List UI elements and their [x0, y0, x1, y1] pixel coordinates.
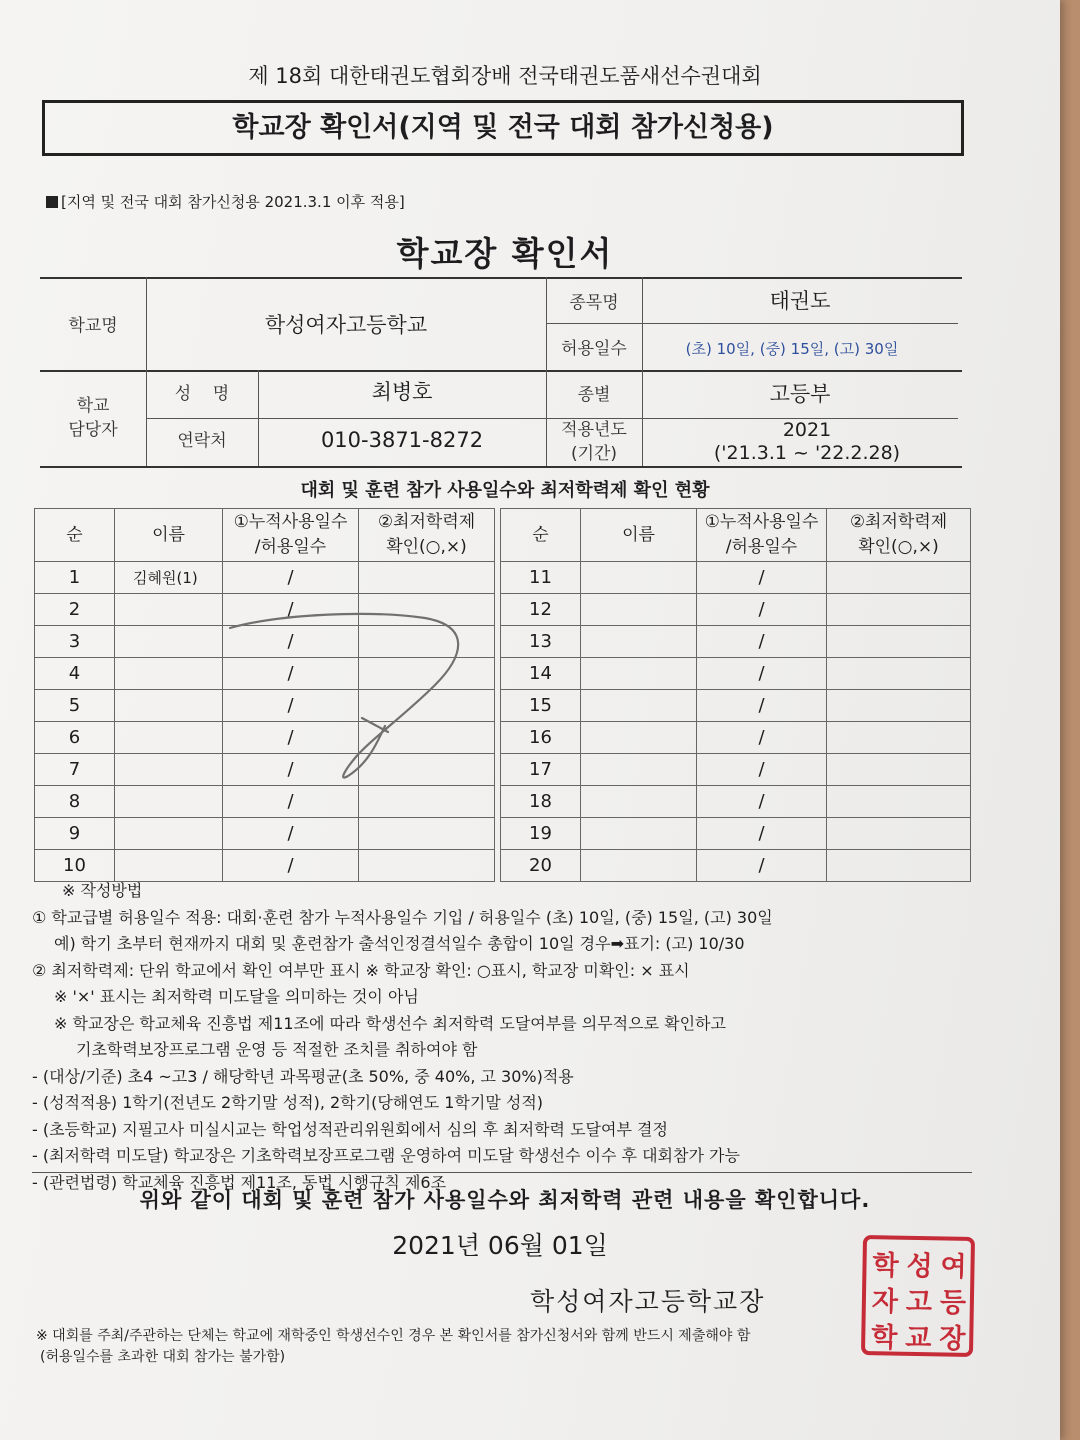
player-name — [581, 626, 697, 658]
col-no-header: 순 — [501, 509, 581, 562]
note-line: - (관련법령) 학교체육 진흥법 제11조, 동법 시행규칙 제6조 — [32, 1172, 447, 1192]
confirmation-statement: 위와 같이 대회 및 훈련 참가 사용일수와 최저학력 관련 내용을 확인합니다. — [139, 1188, 871, 1212]
row-number: 4 — [35, 658, 115, 690]
days-used: / — [223, 658, 359, 690]
year-value-year: 2021 — [782, 419, 832, 441]
table-row — [501, 786, 971, 818]
grade-check — [827, 594, 971, 626]
col-no-header: 순 — [35, 509, 115, 562]
official-seal: 학 성 여 자 고 등 학 교 장 — [861, 1235, 975, 1357]
days-used: / — [697, 690, 827, 722]
year-value — [642, 418, 972, 466]
competition-title: 제 18회 대한태권도협회장배 전국태권도품새선수권대회 — [248, 64, 762, 88]
note-line: ① 학교급별 허용일수 적용: 대회·훈련 참가 누적사용일수 기입 / 허용일수 (초) 10일, (중) 15일, (고) 30일 — [32, 907, 773, 927]
manager-label-line1: 학교 — [76, 396, 110, 416]
manager-label-line2: 담당자 — [68, 420, 118, 440]
player-name — [115, 786, 223, 818]
note-line: - (초등학교) 지필고사 미실시교는 학업성적관리위원회에서 심의 후 최저학력 도달여부 결정 — [32, 1119, 668, 1139]
player-name — [115, 626, 223, 658]
note-line: - (최저학력 미도달) 학교장은 기초학력보장프로그램 운영하여 미도달 학생선수 이수 후 대회참가 가능 — [32, 1146, 740, 1165]
roster-header-row — [501, 509, 971, 562]
player-name — [581, 594, 697, 626]
days-used: / — [697, 850, 827, 882]
year-label — [546, 418, 642, 466]
table-row — [35, 818, 495, 850]
table-row — [501, 626, 971, 658]
grade-check — [827, 690, 971, 722]
grade-check — [359, 850, 495, 882]
issue-date: 2021년 06월 01일 — [392, 1231, 608, 1260]
principal-name: 학성여자고등학교장 — [530, 1287, 766, 1316]
days-used: / — [697, 594, 827, 626]
table-row — [501, 562, 971, 594]
col-days-header-line2: /허용일수 — [725, 537, 798, 557]
player-name — [581, 562, 697, 594]
year-value-period: ('21.3.1 ~ '22.2.28) — [713, 442, 901, 464]
contact-value: 010-3871-8272 — [320, 428, 484, 452]
sport-value: 태권도 — [769, 289, 831, 313]
note-line: - (대상/기준) 초4 ~고3 / 해당학년 과목평균(초 50%, 중 40%, 고 30%)적용 — [32, 1066, 574, 1086]
col-days-header-line2: /허용일수 — [254, 537, 327, 557]
table-row — [501, 658, 971, 690]
player-name: 김혜원(1) — [115, 562, 223, 594]
player-name — [581, 690, 697, 722]
grade-check — [827, 722, 971, 754]
row-number: 11 — [501, 562, 581, 594]
row-number: 19 — [501, 818, 581, 850]
col-grade-header-line2: 확인(○,×) — [386, 537, 467, 557]
grade-check — [827, 818, 971, 850]
days-used: / — [223, 626, 359, 658]
row-number: 2 — [35, 594, 115, 626]
days-used: / — [697, 658, 827, 690]
grade-check — [359, 786, 495, 818]
days-used: / — [697, 562, 827, 594]
note-line: ※ '×' 표시는 최저학력 미도달을 의미하는 것이 아님 — [54, 987, 419, 1006]
row-number: 15 — [501, 690, 581, 722]
col-days-header-line1: ①누적사용일수 — [233, 512, 348, 532]
year-label-line1: 적용년도 — [561, 420, 627, 440]
grade-check — [827, 658, 971, 690]
school-value: 학성여자고등학교 — [264, 312, 428, 337]
status-table-title: 대회 및 훈련 참가 사용일수와 최저학력제 확인 현황 — [300, 480, 710, 501]
table-row — [501, 818, 971, 850]
player-name — [581, 818, 697, 850]
table-row — [35, 850, 495, 882]
roster-table-right — [500, 508, 971, 882]
grade-check — [827, 786, 971, 818]
footer-line1: ※ 대회를 주최/주관하는 단체는 학교에 재학중인 학생선수인 경우 본 확인서를 참가신청서와 함께 반드시 제출해야 함 — [36, 1328, 751, 1344]
writing-instructions — [32, 878, 992, 1196]
row-number: 12 — [501, 594, 581, 626]
days-used: / — [697, 754, 827, 786]
days-used: / — [223, 754, 359, 786]
grade-check — [827, 850, 971, 882]
player-name — [581, 658, 697, 690]
manager-label — [40, 378, 146, 458]
table-row — [501, 722, 971, 754]
table-row — [501, 594, 971, 626]
player-name — [581, 786, 697, 818]
table-row — [35, 786, 495, 818]
name-value: 최병호 — [371, 380, 433, 404]
player-name — [115, 850, 223, 882]
row-number: 18 — [501, 786, 581, 818]
notes-heading: ※ 작성방법 — [62, 881, 143, 900]
days-used: / — [697, 626, 827, 658]
note-line: ② 최저학력제: 단위 학교에서 확인 여부만 표시 ※ 학교장 확인: ○표시, 학교장 미확인: × 표시 — [32, 960, 690, 980]
note-line: - (성적적용) 1학기(전년도 2학기말 성적), 2학기(당해연도 1학기말 성적) — [32, 1093, 544, 1112]
division-label: 종별 — [577, 384, 611, 405]
allowed-days-value: (초) 10일, (중) 15일, (고) 30일 — [685, 339, 899, 358]
division-value: 고등부 — [769, 382, 831, 406]
days-used: / — [223, 818, 359, 850]
footer-note — [36, 1326, 750, 1368]
row-number: 14 — [501, 658, 581, 690]
grade-check — [827, 754, 971, 786]
grade-check — [827, 562, 971, 594]
days-used: / — [223, 722, 359, 754]
note-line: 기초학력보장프로그램 운영 등 적절한 조치를 취하여야 함 — [76, 1040, 478, 1059]
square-bullet-icon — [46, 196, 58, 208]
col-name-header: 이름 — [115, 509, 223, 562]
grade-check — [359, 818, 495, 850]
pencil-scribble — [220, 600, 480, 790]
note-line: ※ 학교장은 학교체육 진흥법 제11조에 따라 학생선수 최저학력 도달여부를 의무적으로 확인하고 — [54, 1013, 726, 1033]
days-used: / — [223, 786, 359, 818]
player-name — [115, 658, 223, 690]
player-name — [581, 722, 697, 754]
footer-line2: (허용일수를 초과한 대회 참가는 불가함) — [40, 1349, 286, 1365]
document-title: 학교장 확인서(지역 및 전국 대회 참가신청용) — [232, 112, 774, 143]
table-row — [501, 690, 971, 722]
roster-header-row — [35, 509, 495, 562]
row-number: 20 — [501, 850, 581, 882]
player-name — [115, 754, 223, 786]
school-label: 학교명 — [68, 316, 118, 336]
row-number: 1 — [35, 562, 115, 594]
days-used: / — [223, 850, 359, 882]
row-number: 13 — [501, 626, 581, 658]
apply-note — [46, 191, 405, 212]
col-grade-header — [827, 509, 971, 562]
row-number: 16 — [501, 722, 581, 754]
year-label-line2: (기간) — [570, 444, 618, 464]
player-name — [581, 754, 697, 786]
player-name — [115, 690, 223, 722]
row-number: 17 — [501, 754, 581, 786]
col-days-header-line1: ①누적사용일수 — [704, 512, 819, 532]
table-row — [35, 562, 495, 594]
row-number: 10 — [35, 850, 115, 882]
row-number: 6 — [35, 722, 115, 754]
form-title: 학교장 확인서 — [396, 234, 614, 273]
player-name — [115, 818, 223, 850]
allowed-days-label: 허용일수 — [561, 339, 627, 359]
note-line: 예) 학기 초부터 현재까지 대회 및 훈련참가 출석인정결석일수 총합이 10일 경우➡표기: (고) 10/30 — [54, 934, 745, 953]
table-row — [501, 754, 971, 786]
player-name — [115, 722, 223, 754]
days-used: / — [697, 786, 827, 818]
apply-note-text: [지역 및 전국 대회 참가신청용 2021.3.1 이후 적용] — [61, 193, 405, 211]
sport-label: 종목명 — [569, 292, 619, 313]
row-number: 8 — [35, 786, 115, 818]
col-grade-header-line1: ②최저학력제 — [377, 512, 476, 532]
col-grade-header-line1: ②최저학력제 — [849, 512, 948, 532]
col-days-header — [223, 509, 359, 562]
row-number: 9 — [35, 818, 115, 850]
row-number: 3 — [35, 626, 115, 658]
days-used: / — [223, 690, 359, 722]
col-days-header — [697, 509, 827, 562]
table-row — [501, 850, 971, 882]
col-grade-header — [359, 509, 495, 562]
contact-label: 연락처 — [177, 430, 227, 451]
days-used: / — [223, 594, 359, 626]
grade-check — [827, 626, 971, 658]
col-name-header: 이름 — [581, 509, 697, 562]
document-title-box — [42, 100, 964, 156]
row-number: 7 — [35, 754, 115, 786]
row-number: 5 — [35, 690, 115, 722]
grade-check — [359, 562, 495, 594]
name-label: 성 명 — [174, 383, 230, 404]
col-grade-header-line2: 확인(○,×) — [858, 537, 939, 557]
days-used: / — [223, 562, 359, 594]
player-name — [581, 850, 697, 882]
player-name — [115, 594, 223, 626]
days-used: / — [697, 818, 827, 850]
days-used: / — [697, 722, 827, 754]
